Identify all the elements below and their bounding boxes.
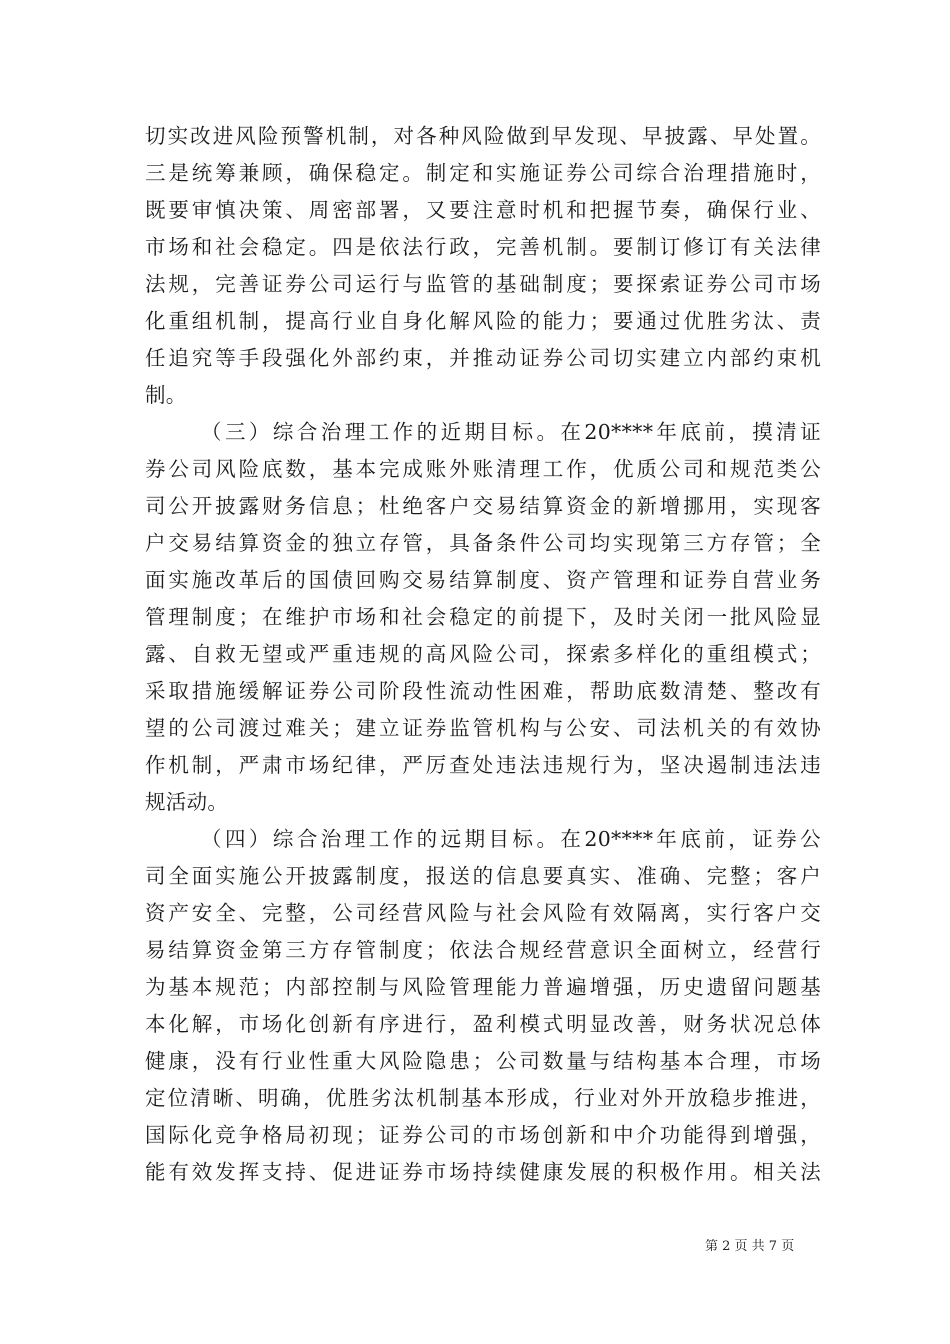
text-line: 健康，没有行业性重大风险隐患；公司数量与结构基本合理，市场 [145,1049,821,1073]
text-line: 任追究等手段强化外部约束，并推动证券公司切实建立内部约束机 [145,346,821,370]
text-line: 面实施改革后的国债回购交易结算制度、资产管理和证券自营业务 [145,568,821,592]
text-line: 户交易结算资金的独立存管，具备条件公司均实现第三方存管；全 [145,531,821,555]
text-line: 国际化竞争格局初现；证券公司的市场创新和中介功能得到增强， [145,1123,821,1147]
text-line: 露、自救无望或严重违规的高风险公司，探索多样化的重组模式； [145,642,821,666]
text-line: 采取措施缓解证券公司阶段性流动性困难，帮助底数清楚、整改有 [145,679,821,703]
text-line: 法规，完善证券公司运行与监管的基础制度；要探索证券公司市场 [145,272,821,296]
text-line: 望的公司渡过难关；建立证券监管机构与公安、司法机关的有效协 [145,716,821,740]
text-line: 三是统筹兼顾，确保稳定。制定和实施证券公司综合治理措施时， [145,161,821,185]
text-line: 定位清晰、明确，优胜劣汰机制基本形成，行业对外开放稳步推进， [145,1086,821,1110]
body-text [145,118,821,1191]
text-line: 司公开披露财务信息；杜绝客户交易结算资金的新增挪用，实现客 [145,494,821,518]
text-line: 既要审慎决策、周密部署，又要注意时机和把握节奏，确保行业、 [145,198,821,222]
text-line: 易结算资金第三方存管制度；依法合规经营意识全面树立，经营行 [145,938,821,962]
text-line: 规活动。 [145,790,229,814]
text-line: 制。 [145,383,187,407]
text-line: 市场和社会稳定。四是依法行政，完善机制。要制订修订有关法律 [145,235,821,259]
text-line: 切实改进风险预警机制，对各种风险做到早发现、早披露、早处置。 [145,124,821,148]
text-line: 作机制，严肃市场纪律，严厉查处违法违规行为，坚决遏制违法违 [145,753,821,777]
text-line: 券公司风险底数，基本完成账外账清理工作，优质公司和规范类公 [145,457,821,481]
page-number-footer: 第 2 页 共 7 页 [705,1239,795,1254]
paragraph-heading-line: （三）综合治理工作的近期目标。在20****年底前，摸清证 [201,420,821,444]
paragraph-heading-line: （四）综合治理工作的远期目标。在20****年底前，证券公 [201,827,821,851]
text-line: 为基本规范；内部控制与风险管理能力普遍增强，历史遗留问题基 [145,975,821,999]
text-line: 能有效发挥支持、促进证券市场持续健康发展的积极作用。相关法 [145,1160,821,1184]
text-line: 本化解，市场化创新有序进行，盈利模式明显改善，财务状况总体 [145,1012,821,1036]
text-line: 管理制度；在维护市场和社会稳定的前提下，及时关闭一批风险显 [145,605,821,629]
text-line: 化重组机制，提高行业自身化解风险的能力；要通过优胜劣汰、责 [145,309,821,333]
text-line: 司全面实施公开披露制度，报送的信息要真实、准确、完整；客户 [145,864,821,888]
text-line: 资产安全、完整，公司经营风险与社会风险有效隔离，实行客户交 [145,901,821,925]
